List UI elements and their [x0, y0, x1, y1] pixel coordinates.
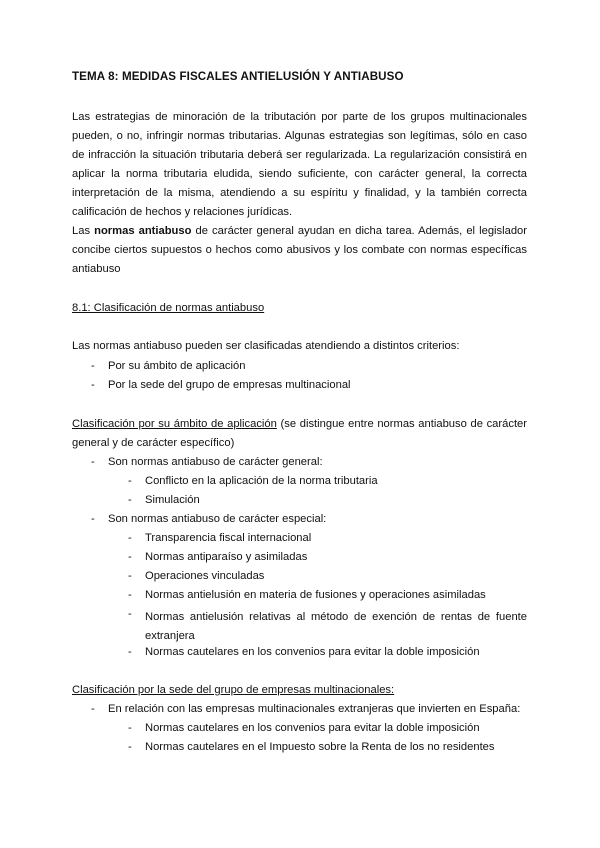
page-title: TEMA 8: MEDIDAS FISCALES ANTIELUSIÓN Y ANTIABUSO — [72, 70, 404, 83]
intro-paragraph: Las estrategias de minoración de la tributación por parte de los grupos multinacionales pueden, o no, infringir normas tributarias. Algunas estrategias son legítimas, sólo en caso de infracción la situación tributaria deberá ser regularizada. La regularización consistirá en aplicar la norma tributaria eludida, siendo suficiente, con carácter general, la correcta interpretación de la misma, atendiendo a su espíritu y finalidad, y la también correcta calificación de hechos y relaciones jurídicas. — [72, 111, 527, 218]
sede-item: Normas cautelares en los convenios para evitar la doble imposición — [145, 722, 480, 734]
criteria-intro: Las normas antiabuso pueden ser clasificadas atendiendo a distintos criterios: — [72, 340, 460, 352]
sede-label: En relación con las empresas multinacionales extranjeras que invierten en España: — [108, 703, 521, 715]
general-item: Conflicto en la aplicación de la norma tributaria — [145, 475, 378, 487]
ambito-heading: Clasificación por su ámbito de aplicación — [72, 418, 277, 430]
bullet-dash: - — [128, 475, 132, 487]
section-heading: 8.1: Clasificación de normas antiabuso — [72, 302, 265, 314]
sede-item: Normas cautelares en el Impuesto sobre la Renta de los no residentes — [145, 741, 495, 753]
bullet-dash: - — [91, 456, 95, 468]
especial-item: Normas antielusión relativas al método de exención de rentas de fuente extranjera — [145, 611, 527, 642]
antiabuso-rest: de carácter general ayudan en dicha tarea. Además, el legislador concibe ciertos supuestos o hechos como abusivos y los combate con normas específicas antiabuso — [72, 225, 527, 275]
especial-label: Son normas antiabuso de carácter especial: — [108, 513, 327, 525]
criteria-item: Por su ámbito de aplicación — [108, 360, 246, 372]
bullet-dash: - — [128, 494, 132, 506]
bullet-dash: - — [91, 513, 95, 525]
antiabuso-prefix: Las — [72, 225, 95, 237]
bullet-dash: - — [91, 703, 95, 715]
especial-item: Operaciones vinculadas — [145, 570, 265, 582]
bullet-dash: - — [128, 741, 132, 753]
especial-item: Transparencia fiscal internacional — [145, 532, 312, 544]
sede-heading: Clasificación por la sede del grupo de empresas multinacionales: — [72, 684, 395, 696]
bullet-dash: - — [128, 608, 132, 620]
especial-item: Normas antielusión en materia de fusiones y operaciones asimiladas — [145, 589, 486, 601]
general-item: Simulación — [145, 494, 200, 506]
bullet-dash: - — [128, 589, 132, 601]
general-label: Son normas antiabuso de carácter general: — [108, 456, 323, 468]
antiabuso-bold-term: normas antiabuso — [94, 225, 192, 237]
ambito-paragraph — [72, 415, 527, 453]
bullet-dash: - — [91, 360, 95, 372]
bullet-dash: - — [128, 532, 132, 544]
bullet-dash: - — [128, 551, 132, 563]
ambito-heading-rest: (se distingue entre normas antiabuso de carácter general y de carácter específico) — [72, 418, 528, 449]
especial-item: Normas antiparaíso y asimiladas — [145, 551, 308, 563]
bullet-dash: - — [128, 570, 132, 582]
antiabuso-paragraph — [72, 222, 527, 279]
bullet-dash: - — [91, 379, 95, 391]
criteria-item: Por la sede del grupo de empresas multinacional — [108, 379, 351, 391]
especial-item: Normas cautelares en los convenios para evitar la doble imposición — [145, 646, 480, 658]
bullet-dash: - — [128, 722, 132, 734]
bullet-dash: - — [128, 646, 132, 658]
